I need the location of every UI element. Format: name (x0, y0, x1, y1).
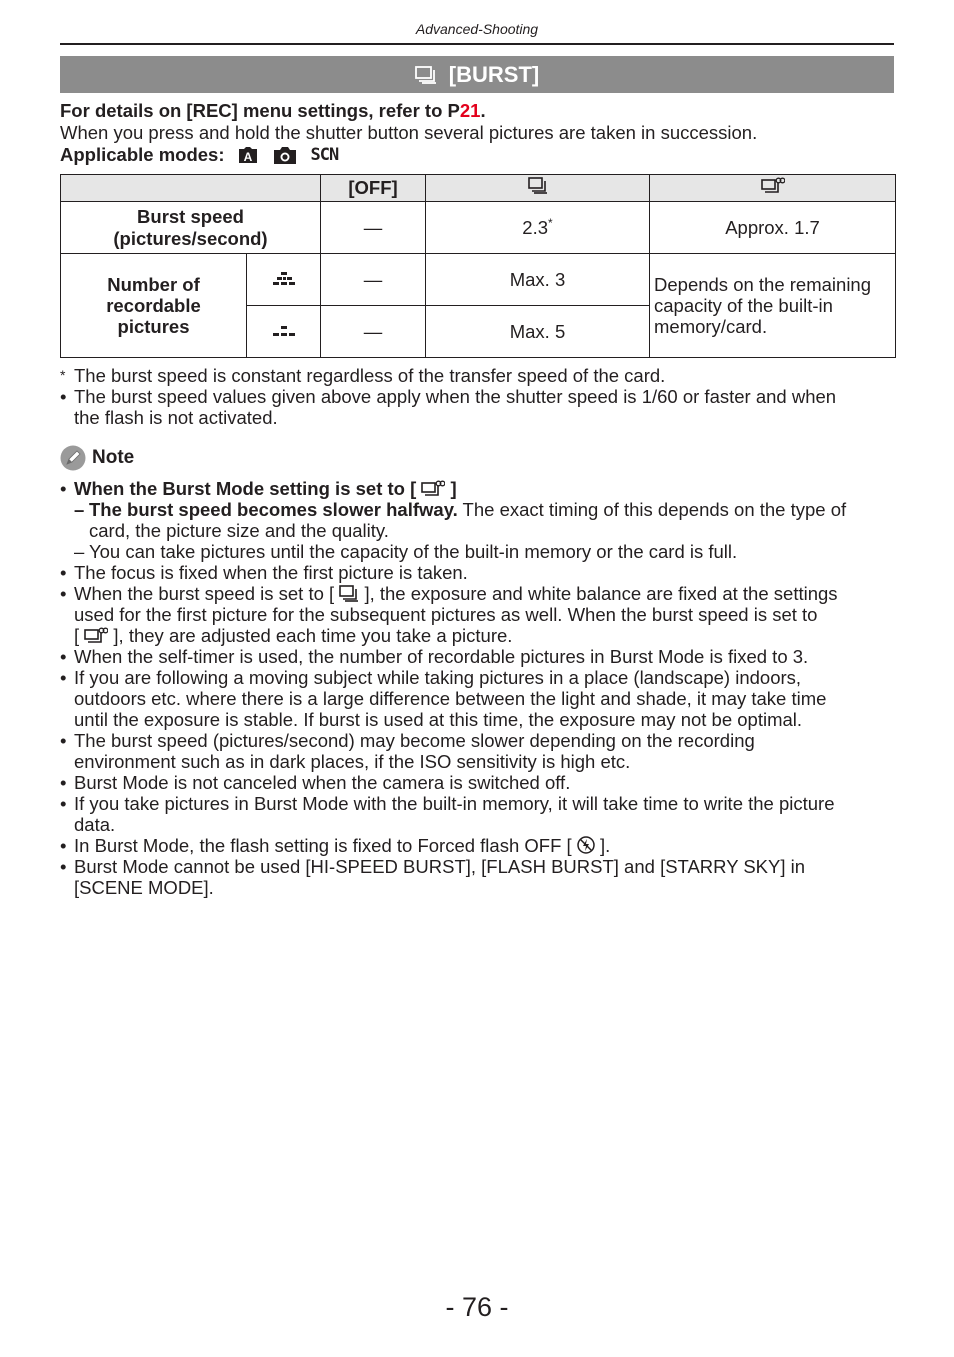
recordable-infinite-value: Depends on the remaining capacity of the built-in memory/card. (650, 254, 896, 358)
list-item: • If you are following a moving subject while taking pictures in a place (landscape) indoors, outdoors etc. where there is a large difference between the light and shade, it may take time until the exposure is stable. If burst is used at this time, the exposure may not be optimal. (60, 667, 827, 730)
applicable-modes: Applicable modes: A SCN (60, 144, 339, 165)
list-item: • The burst speed (pictures/second) may become slower depending on the recording environment such as in dark places, if the ISO sensitivity is high etc. (60, 730, 755, 772)
header-off: [OFF] (321, 175, 426, 202)
note-heading: Note (60, 445, 134, 471)
fine-burst-value: Max. 3 (426, 254, 650, 306)
quality-fine-icon (273, 272, 295, 286)
section-title-bar (60, 56, 894, 93)
camera-icon (272, 145, 298, 165)
table-header-row (61, 175, 896, 202)
intro-description: When you press and hold the shutter button several pictures are taken in succession. (60, 122, 758, 143)
speed-off-value: — (321, 202, 426, 254)
table-row (61, 202, 896, 254)
list-item: – You can take pictures until the capacity of the built-in memory or the card is full. (74, 541, 738, 562)
flash-off-icon (577, 836, 595, 854)
rec-menu-reference: For details on [REC] menu settings, refer to P21. (60, 100, 486, 121)
quality-fine-cell (247, 254, 321, 306)
header-burst-infinite (650, 175, 896, 202)
header-blank-cell (61, 175, 321, 202)
speed-burst-value: 2.3* (426, 202, 650, 254)
header-divider (60, 43, 894, 45)
speed-infinite-value: Approx. 1.7 (650, 202, 896, 254)
burst-icon (339, 585, 359, 602)
list-item: • The focus is fixed when the first picture is taken. (60, 562, 468, 583)
pencil-note-icon (60, 445, 86, 471)
list-item: • If you take pictures in Burst Mode with the built-in memory, it will take time to write the picture data. (60, 793, 835, 835)
std-off-value: — (321, 306, 426, 358)
table-row (61, 254, 896, 306)
scn-icon: SCN (310, 145, 339, 165)
section-header: Advanced-Shooting (415, 21, 539, 37)
burst-infinite-icon (761, 177, 785, 194)
burst-infinite-icon (84, 627, 108, 644)
page-reference-link[interactable]: 21 (459, 100, 481, 121)
footnote-bullet: • The burst speed values given above apply when the shutter speed is 1/60 or faster and when the flash is not activated. (60, 386, 837, 428)
quality-standard-cell (247, 306, 321, 358)
intelligent-auto-icon (236, 146, 260, 164)
quality-standard-icon (273, 326, 295, 338)
list-item: • Burst Mode is not canceled when the camera is switched off. (60, 772, 571, 793)
header-burst (426, 175, 650, 202)
burst-icon (415, 66, 437, 84)
list-item: • In Burst Mode, the flash setting is fixed to Forced flash OFF [ ]. (60, 835, 611, 856)
row-label-burst-speed: Burst speed (pictures/second) (61, 202, 321, 254)
std-burst-value: Max. 5 (426, 306, 650, 358)
list-item: • When the Burst Mode setting is set to [ ] (60, 478, 457, 499)
fine-off-value: — (321, 254, 426, 306)
list-item: • Burst Mode cannot be used [HI-SPEED BURST], [FLASH BURST] and [STARRY SKY] in [SCENE MODE]. (60, 856, 806, 898)
svg-text:A: A (244, 150, 253, 164)
footnote-asterisk: * The burst speed is constant regardless of the transfer speed of the card. (60, 365, 666, 386)
table-footnotes (60, 365, 894, 428)
row-label-recordable: Number of recordable pictures (61, 254, 247, 358)
burst-icon (528, 177, 548, 194)
note-list (60, 478, 894, 898)
list-item: – The burst speed becomes slower halfway. The exact timing of this depends on the type of card, the picture size and the quality. (74, 499, 847, 541)
section-title: [BURST] (448, 61, 540, 87)
list-item: • When the self-timer is used, the number of recordable pictures in Burst Mode is fixed to 3. (60, 646, 809, 667)
list-item: • When the burst speed is set to [ ], the exposure and white balance are fixed at the settings used for the first picture for the subsequent pictures as well. When the burst speed is set to [ ], they are adjusted each time you take a picture. (60, 583, 838, 646)
burst-spec-table (60, 174, 896, 358)
burst-infinite-icon (421, 480, 445, 497)
intro-block (60, 100, 894, 166)
page-number: - 76 - (445, 1292, 509, 1322)
